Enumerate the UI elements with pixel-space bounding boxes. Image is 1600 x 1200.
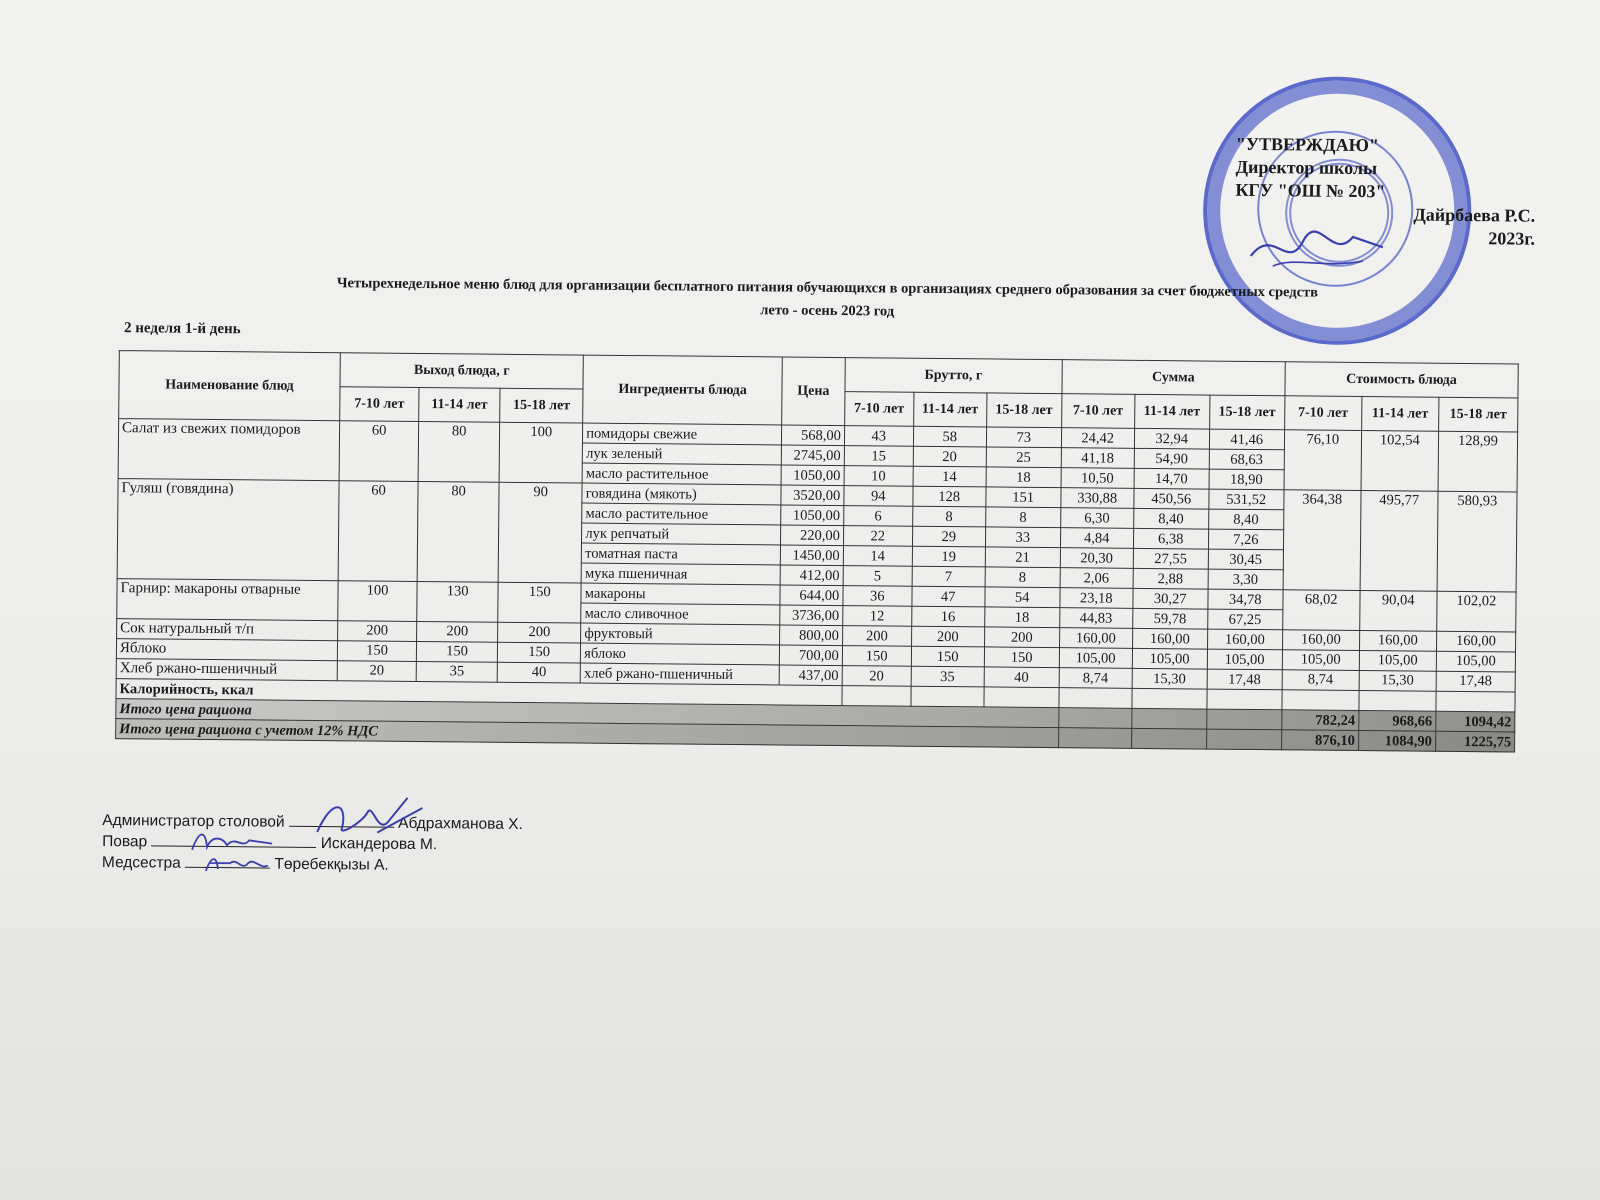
- ingredient-name: фруктовый: [581, 623, 780, 645]
- dish-output: 200: [417, 621, 498, 642]
- ingredient-price: 412,00: [780, 565, 843, 586]
- dish-output: 200: [498, 622, 581, 643]
- ingredient-sum: 30,45: [1208, 549, 1283, 570]
- menu-table: [115, 350, 1519, 752]
- day-label: 2 неделя 1-й день: [123, 320, 241, 338]
- dish-name: Салат из свежих помидоров: [118, 419, 340, 481]
- ingredient-brutto: 47: [912, 586, 985, 607]
- ingredient-sum: 68,63: [1209, 449, 1284, 470]
- ingredient-price: 2745,00: [781, 445, 844, 466]
- dish-output: 90: [498, 482, 582, 583]
- ingredient-brutto: 40: [984, 667, 1059, 688]
- ingredient-brutto: 150: [842, 646, 911, 667]
- total-vat-label: Итого цена рациона с учетом 12% НДС: [116, 719, 1059, 748]
- ingredient-sum: 20,30: [1060, 548, 1133, 569]
- ingredient-brutto: 6: [843, 506, 912, 527]
- dish-output: 60: [339, 421, 419, 482]
- ingredient-brutto: 33: [985, 527, 1060, 548]
- ingredient-sum: 2,88: [1133, 568, 1208, 589]
- dish-cost: 128,99: [1438, 431, 1518, 492]
- dish-output: 150: [416, 641, 497, 662]
- ingredient-price: 1050,00: [781, 465, 844, 486]
- ingredient-name: мука пшеничная: [581, 563, 780, 585]
- dish-name: Гарнир: макароны отварные: [117, 579, 338, 621]
- approval-signer: Дайрбаева Р.С.: [1413, 204, 1536, 226]
- header-dish-name: Наименование блюд: [119, 351, 341, 421]
- ingredient-brutto: 29: [912, 526, 985, 547]
- ingredient-sum: 41,46: [1209, 429, 1284, 450]
- ingredient-brutto: 150: [911, 646, 984, 667]
- ingredient-price: 800,00: [780, 625, 843, 646]
- ingredient-brutto: 54: [985, 587, 1060, 608]
- dish-cost: 160,00: [1436, 631, 1515, 652]
- ingredient-sum: 450,56: [1134, 488, 1209, 509]
- ingredient-name: макароны: [581, 583, 780, 605]
- ingredient-price: 437,00: [779, 665, 842, 686]
- ingredient-sum: 32,94: [1134, 428, 1209, 449]
- approval-year: 2023г.: [1488, 228, 1536, 249]
- cook-label: Повар: [102, 832, 148, 851]
- dish-output: 35: [416, 661, 497, 682]
- ingredient-brutto: 19: [912, 546, 985, 567]
- ingredient-sum: 105,00: [1132, 648, 1207, 669]
- header-brutto-age-2: 15-18 лет: [986, 393, 1061, 428]
- ingredient-brutto: 18: [984, 607, 1059, 628]
- header-sum: Сумма: [1062, 360, 1285, 396]
- header-brutto: Брутто, г: [845, 358, 1062, 394]
- total-vat-11-14: 1084,90: [1358, 731, 1435, 752]
- ingredient-brutto: 8: [985, 507, 1060, 528]
- ingredient-brutto: 150: [984, 647, 1059, 668]
- dish-cost: 102,54: [1361, 431, 1439, 492]
- ingredient-sum: 6,38: [1133, 528, 1208, 549]
- ingredient-name: говядина (мякоть): [582, 483, 781, 505]
- ingredient-brutto: 20: [913, 446, 986, 467]
- ingredient-brutto: 94: [844, 486, 913, 507]
- signatures-block: [102, 810, 523, 877]
- ingredient-brutto: 12: [843, 606, 912, 627]
- ingredient-brutto: 22: [843, 526, 912, 547]
- director-signature: [1243, 216, 1394, 277]
- total-label: Итого цена рациона: [116, 699, 1059, 728]
- ingredient-name: хлеб ржано-пшеничный: [580, 663, 779, 685]
- ingredient-price: 644,00: [780, 585, 843, 606]
- ingredient-brutto: 15: [844, 446, 913, 467]
- total-vat-7-10: 876,10: [1281, 730, 1358, 751]
- ingredient-sum: 8,40: [1133, 508, 1208, 529]
- ingredient-sum: 14,70: [1134, 468, 1209, 489]
- ingredient-price: 3736,00: [780, 605, 843, 626]
- dish-cost: 90,04: [1359, 591, 1436, 632]
- ingredient-name: лук зеленый: [583, 443, 782, 465]
- menu-body: [116, 419, 1517, 692]
- ingredient-brutto: 5: [843, 566, 912, 587]
- header-ingredients: Ингредиенты блюда: [583, 355, 782, 425]
- dish-cost: 105,00: [1436, 651, 1515, 672]
- ingredient-sum: 24,42: [1061, 428, 1134, 449]
- title-line-2: лето - осень 2023 год: [760, 302, 895, 320]
- dish-output: 80: [418, 421, 500, 482]
- ingredient-sum: 105,00: [1207, 649, 1282, 670]
- nurse-signature: [202, 849, 272, 878]
- header-cost-age-0: 7-10 лет: [1284, 396, 1361, 431]
- header-output: Выход блюда, г: [340, 353, 584, 389]
- ingredient-price: 3520,00: [781, 485, 844, 506]
- ingredient-name: томатная паста: [582, 543, 781, 565]
- ingredient-sum: 18,90: [1209, 469, 1284, 490]
- ingredient-brutto: 14: [843, 546, 912, 567]
- ingredient-name: масло сливочное: [581, 603, 780, 625]
- ingredient-brutto: 35: [911, 666, 984, 687]
- header-output-age-2: 15-18 лет: [500, 388, 583, 423]
- dish-output: 40: [497, 662, 580, 683]
- approval-position: Директор школы: [1235, 156, 1378, 179]
- dish-output: 200: [338, 621, 417, 642]
- header-output-age-1: 11-14 лет: [419, 387, 500, 422]
- ingredient-sum: 41,18: [1061, 448, 1134, 469]
- title-line-1: Четырехнедельное меню блюд для организации бесплатного питания обучающихся в организациях среднего образования за счет бюджетных средств: [336, 275, 1319, 301]
- ingredient-sum: 3,30: [1208, 569, 1283, 590]
- nurse-label: Медсестра: [101, 853, 181, 872]
- ingredient-brutto: 10: [844, 466, 913, 487]
- ingredient-sum: 4,84: [1060, 528, 1133, 549]
- ingredient-sum: 54,90: [1134, 448, 1209, 469]
- total-vat-15-18: 1225,75: [1435, 731, 1514, 752]
- ingredient-sum: 34,78: [1208, 589, 1283, 610]
- dish-output: 100: [499, 422, 583, 483]
- ingredient-name: яблоко: [581, 643, 780, 665]
- ingredient-sum: 67,25: [1207, 609, 1282, 630]
- ingredient-brutto: 200: [984, 627, 1059, 648]
- total-15-18: 1094,42: [1436, 711, 1515, 732]
- ingredient-price: 568,00: [781, 425, 844, 446]
- dish-output: 100: [338, 581, 417, 622]
- total-11-14: 968,66: [1359, 711, 1436, 732]
- dish-name: Яблоко: [116, 639, 337, 661]
- dish-cost: 76,10: [1284, 430, 1362, 491]
- ingredient-brutto: 58: [913, 426, 986, 447]
- dish-cost: 8,74: [1282, 670, 1359, 691]
- ingredient-sum: 10,50: [1061, 468, 1134, 489]
- dish-cost: 68,02: [1282, 590, 1359, 631]
- dish-name: Сок натуральный т/п: [117, 619, 338, 641]
- header-cost: Стоимость блюда: [1285, 362, 1519, 398]
- dish-cost: 495,77: [1360, 491, 1438, 592]
- calories-label: Калорийность, ккал: [116, 679, 842, 706]
- dish-output: 150: [498, 642, 581, 663]
- ingredient-sum: 8,40: [1208, 509, 1283, 530]
- ingredient-sum: 6,30: [1060, 508, 1133, 529]
- dish-cost: 160,00: [1282, 630, 1359, 651]
- ingredient-sum: 15,30: [1132, 668, 1207, 689]
- ingredient-brutto: 200: [842, 626, 911, 647]
- ingredient-brutto: 128: [913, 486, 986, 507]
- ingredient-price: 700,00: [779, 645, 842, 666]
- ingredient-sum: 7,26: [1208, 529, 1283, 550]
- dish-cost: 105,00: [1359, 651, 1436, 672]
- dish-output: 150: [498, 582, 582, 623]
- ingredient-brutto: 151: [986, 487, 1061, 508]
- ingredient-sum: 44,83: [1059, 608, 1132, 629]
- ingredient-brutto: 73: [986, 427, 1061, 448]
- header-sum-age-2: 15-18 лет: [1209, 395, 1284, 430]
- ingredient-sum: 160,00: [1132, 628, 1207, 649]
- ingredient-sum: 160,00: [1059, 628, 1132, 649]
- dish-output: 80: [417, 481, 499, 582]
- dish-name: Хлеб ржано-пшеничный: [116, 659, 337, 681]
- dish-cost: 102,02: [1437, 591, 1517, 632]
- header-cost-age-1: 11-14 лет: [1361, 397, 1438, 432]
- ingredient-sum: 17,48: [1207, 669, 1282, 690]
- ingredient-sum: 2,06: [1060, 568, 1133, 589]
- ingredient-name: лук репчатый: [582, 523, 781, 545]
- ingredient-name: масло растительное: [582, 503, 781, 525]
- header-sum-age-1: 11-14 лет: [1134, 394, 1209, 429]
- admin-name: Абдрахманова Х.: [398, 814, 523, 833]
- nurse-name: Төребекқызы А.: [274, 855, 389, 874]
- header-output-age-0: 7-10 лет: [340, 387, 419, 422]
- ingredient-sum: 531,52: [1209, 489, 1284, 510]
- ingredient-brutto: 20: [842, 666, 911, 687]
- header-brutto-age-0: 7-10 лет: [844, 392, 913, 427]
- ingredient-sum: 59,78: [1132, 608, 1207, 629]
- dish-cost: 105,00: [1282, 650, 1359, 671]
- dish-cost: 15,30: [1359, 671, 1436, 692]
- ingredient-price: 1450,00: [780, 545, 843, 566]
- header-brutto-age-1: 11-14 лет: [913, 392, 986, 427]
- ingredient-name: помидоры свежие: [583, 423, 782, 445]
- dish-output: 20: [337, 661, 416, 682]
- ingredient-brutto: 7: [912, 566, 985, 587]
- header-cost-age-2: 15-18 лет: [1438, 397, 1518, 432]
- approval-heading: "УТВЕРЖДАЮ": [1235, 133, 1379, 156]
- ingredient-price: 220,00: [780, 525, 843, 546]
- dish-cost: 580,93: [1437, 491, 1517, 592]
- ingredient-brutto: 21: [985, 547, 1060, 568]
- nurse-row: [102, 852, 523, 877]
- approval-org: КГУ "ОШ № 203": [1235, 179, 1386, 202]
- ingredient-brutto: 14: [913, 466, 986, 487]
- ingredient-price: 1050,00: [781, 505, 844, 526]
- header-price: Цена: [782, 357, 845, 426]
- dish-cost: 160,00: [1359, 631, 1436, 652]
- header-sum-age-0: 7-10 лет: [1061, 394, 1134, 429]
- ingredient-brutto: 43: [844, 426, 913, 447]
- ingredient-sum: 105,00: [1059, 648, 1132, 669]
- total-7-10: 782,24: [1281, 710, 1358, 731]
- dish-cost: 364,38: [1283, 490, 1361, 591]
- dish-name: Гуляш (говядина): [117, 479, 339, 581]
- dish-output: 130: [417, 581, 498, 622]
- ingredient-sum: 330,88: [1061, 488, 1134, 509]
- document-page: [101, 20, 1550, 934]
- ingredient-brutto: 200: [911, 626, 984, 647]
- ingredient-name: масло растительное: [582, 463, 781, 485]
- ingredient-sum: 23,18: [1060, 588, 1133, 609]
- ingredient-brutto: 16: [911, 606, 984, 627]
- admin-label: Администратор столовой: [102, 811, 285, 831]
- ingredient-brutto: 8: [985, 567, 1060, 588]
- dish-cost: 17,48: [1436, 671, 1515, 692]
- ingredient-brutto: 18: [986, 467, 1061, 488]
- ingredient-sum: 160,00: [1207, 629, 1282, 650]
- ingredient-brutto: 25: [986, 447, 1061, 468]
- ingredient-brutto: 36: [843, 586, 912, 607]
- cook-name: Искандерова М.: [320, 835, 438, 854]
- admin-signature: [307, 792, 427, 843]
- ingredient-sum: 27,55: [1133, 548, 1208, 569]
- ingredient-sum: 8,74: [1059, 668, 1132, 689]
- ingredient-sum: 30,27: [1133, 588, 1208, 609]
- dish-output: 150: [337, 641, 416, 662]
- dish-output: 60: [338, 481, 418, 582]
- ingredient-brutto: 8: [912, 506, 985, 527]
